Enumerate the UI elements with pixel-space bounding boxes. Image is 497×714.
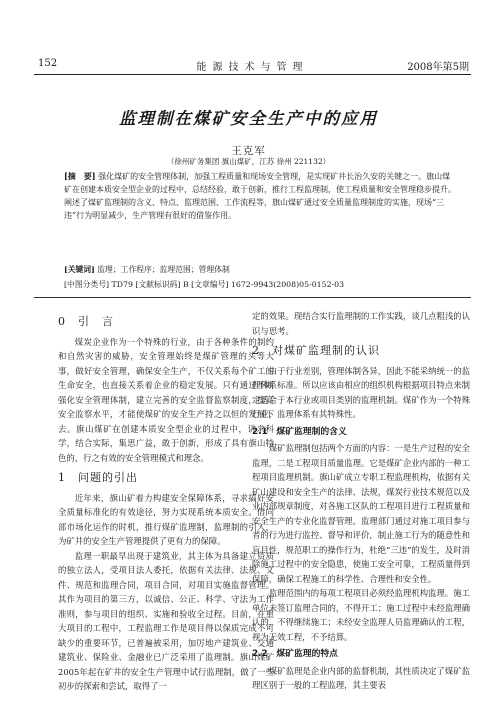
subsection-2-2-heading: 2.2 煤矿监理的特点	[252, 649, 338, 659]
continued-paragraph: 定的效果。现结合实行监理制的工作实践，谈几点粗浅的认识与思考。	[252, 311, 470, 336]
keywords-label: [关键词]	[64, 265, 95, 274]
keywords-text: 监理；工作程序；监理范围；管理体制	[97, 265, 230, 274]
section-divider	[34, 297, 471, 298]
subsection-2-1-heading: 2.1 煤矿监理制的含义	[252, 426, 347, 437]
running-header	[34, 58, 471, 75]
issue-label: 2008年第5期	[407, 62, 469, 73]
journal-name: 能源技术与管理	[196, 62, 309, 73]
section-0-paragraph: 煤炭企业作为一个特殊的行业，由于各种条件的制约和自然灾害的威胁，安全管理始终是煤矿管理的头等大事，做好安全管理，确保安全生产，不仅关系每个矿工的生命安全，也直接关系着企业的稳定发展。只有通过不断强化安全管理体制，建立完善的安全监督监察制度，提高安全监察水平，才能使煤矿的安全生产持之以恒的发展下去。旗山煤矿在创建本质安全型企业的过程中，讲求科学，结合实际，集思广益，敢于创新，形成了具有旗山特色的，行之有效的安全管理模式和理念。	[58, 336, 274, 463]
page-number: 152	[38, 58, 58, 69]
subsection-2-1-paragraph-1: 煤矿监理制包括两个方面的内容：一是生产过程的安全监理，二是工程项目质量监理。它是煤矿企业内部的一种工程项目监理机制。旗山矿成立专职工程监理机构，依据有关矿山建设和安全生产的法律、法规，煤炭行业技术规范以及业内部规章制度，对各施工区队的工程项目进行工程质量和安全生产的专业化监督管理。监理部门通过对施工项目参与者的行为进行监控、督导和评价，制止施工行为的随意性和盲目性，规范职工的操作行为，杜绝“三违”的发生，及时消除施工过程中的安全隐患，使施工安全可靠，工程质量得到保障，确保工程施工的科学性、合理性和安全性。	[252, 443, 470, 584]
section-1-paragraph-1: 近年来，旗山矿着力构建安全保障体系，寻求搞好安全质量标准化的有效途径，努力实现系统本质安全。借向部市场化运作的时机，推行煤矿监理制，监理制的引入，为矿井的安全生产管理提供了更有力的保障。	[58, 492, 274, 546]
affiliation: （徐州矿务集团 旗山煤矿，江苏 徐州 221132）	[166, 157, 331, 166]
section-0-heading: 0 引 言	[58, 315, 114, 328]
section-1-heading: 1 问题的引出	[58, 471, 138, 484]
section-1-paragraph-2: 监理一职最早出现于建筑业，其主体为具备建立资质的独立法人，受项目法人委托，依据有关法律、法规、文件、规范和监理合同，项目合同，对项目实施监督管理。其作为项目的第三方，以诚信、公正、科学、守法为工作准则，参与项目的组织、实施和验收全过程。目前，在重大项目的工程中，工程监理工作是项目得以保质完成不可缺少的重要环节，已普遍被采用，加厉地产建筑业、交通建筑业、保险业、金融业已广泛采用了监理制。旗山煤矿2005年起在矿井的安全生产管理中试行监理制，做了一些初步的探索和尝试，取得了一	[58, 550, 274, 691]
abstract	[64, 170, 457, 222]
subsection-2-2-paragraph: 煤矿监理是企业内部的监督机制，其性质决定了煤矿监理区别于一般的工程监理，其主要表	[252, 665, 470, 690]
right-column	[252, 309, 470, 693]
subsection-2-1-paragraph-2: 监理范围内的每项工程项目必须经监理机构监理。施工单位未签订监理合同的，不得开工；施工过程中未经监理确认的，不得继续施工；未经安全监理人员监理确认的工程，视为无效工程，不予结算。	[252, 588, 470, 642]
abstract-label: [摘 要]	[64, 171, 96, 181]
section-2-heading: 2 对煤矿监理制的认识	[252, 344, 380, 357]
article-title: 监理制在煤矿安全生产中的应用	[119, 109, 378, 128]
keywords	[64, 264, 230, 275]
author: 王克军	[231, 145, 266, 157]
section-2-paragraph: 由于行业差别，管理体制各异，因此不能采纳统一的监理体系标准。所以应该由相应的组织机构根据项目特点来制定适合于本行业或项目类别的监理机制。煤矿作为一个特殊行业，监理体系有其特殊性。	[252, 365, 470, 419]
abstract-text: 强化煤矿的安全管理体制，加强工程质量和现场安全管理，是实现矿井长治久安的关键之一。旗山煤矿在创建本质安全型企业的过程中，总结经验，敢于创新，推行工程监理制，使工程质量和安全管理稳步提升。阐述了煤矿监理制的含义、特点、监理范围、工作流程等，旗山煤矿通过安全质量监理制度的实施，现场“三违”行为明显减少，生产管理有很好的借鉴作用。	[64, 172, 456, 220]
left-column	[58, 309, 274, 694]
classification-line: [中图分类号] TD79 [文献标识码] B [文章编号] 1672-9943(2008)05-0152-03	[64, 280, 345, 289]
